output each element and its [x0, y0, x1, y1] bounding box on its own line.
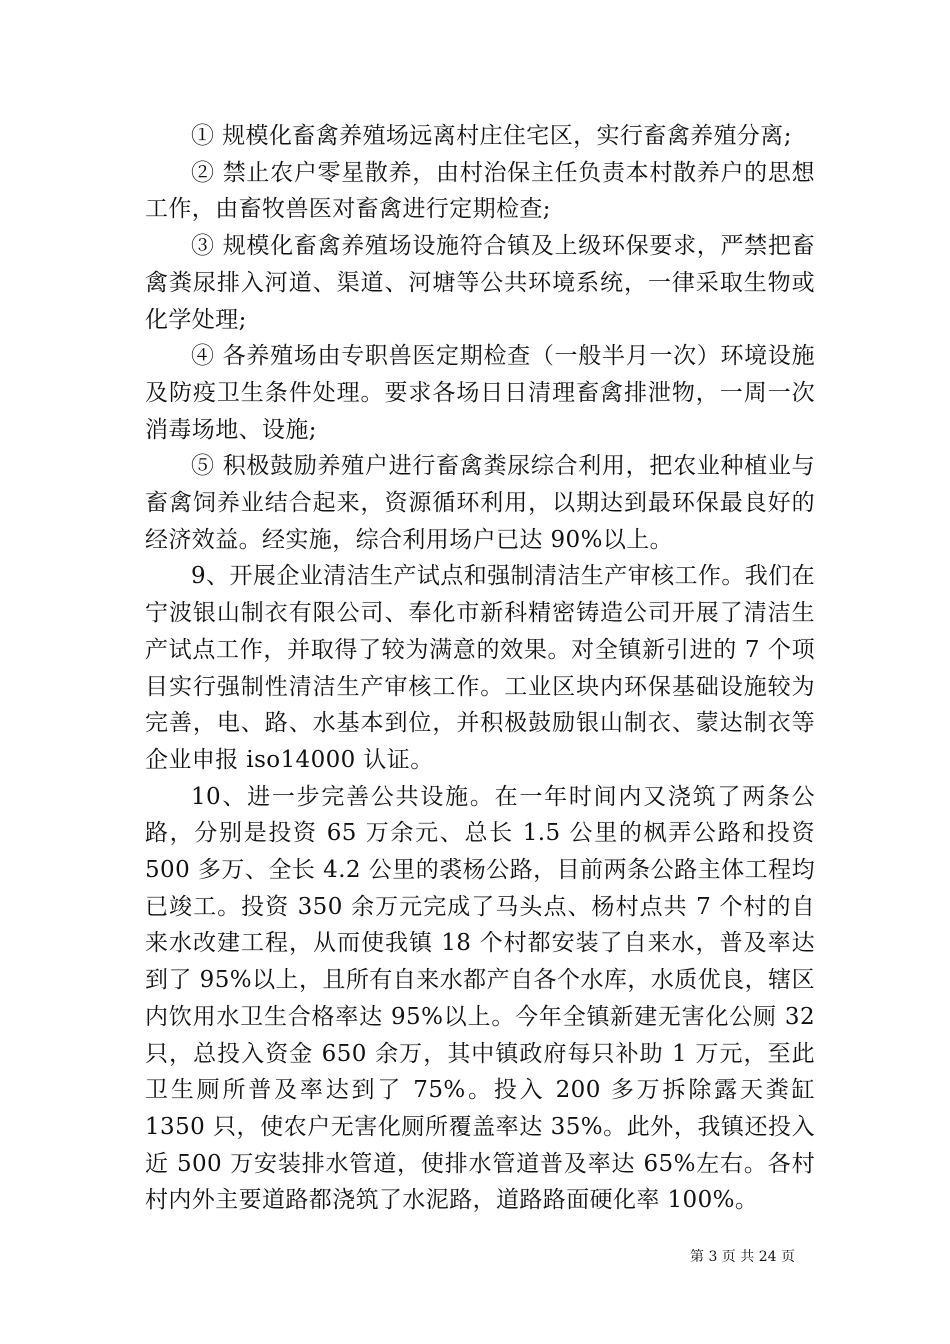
document-body [145, 118, 815, 1219]
paragraph-item-5: ⑤ 积极鼓励养殖户进行畜禽粪尿综合利用，把农业种植业与畜禽饲养业结合起来，资源循环利用，以期达到最环保最良好的经济效益。经实施，综合利用场户已达 90%以上。 [145, 453, 815, 553]
paragraph-item-1: ① 规模化畜禽养殖场远离村庄住宅区，实行畜禽养殖分离; [191, 123, 792, 149]
paragraph-section-9: 9、开展企业清洁生产试点和强制清洁生产审核工作。我们在宁波银山制衣有限公司、奉化市新科精密铸造公司开展了清洁生产试点工作，并取得了较为满意的效果。对全镇新引进的 7 个项目实行强制性清洁生产审核工作。工业区块内环保基础设施较为完善，电、路、水基本到位，并积极鼓励银山制衣、蒙达制衣等企业申报 iso14000 认证。 [145, 563, 815, 773]
paragraph-section-10: 10、进一步完善公共设施。在一年时间内又浇筑了两条公路，分别是投资 65 万余元、总长 1.5 公里的枫弄公路和投资 500 多万、全长 4.2 公里的裘杨公路，目前两条公路主体工程均已竣工。投资 350 余万元完成了马头点、杨村点共 7 个村的自来水改建工程，从而使我镇 18 个村都安装了自来水，普及率达到了 95%以上，且所有自来水都产自各个水库，水质优良，辖区内饮用水卫生合格率达 95%以上。今年全镇新建无害化公厕 32 只，总投入资金 650 余万，其中镇政府每只补助 1 万元，至此卫生厕所普及率达到了 75%。投入 200 多万拆除露天粪缸 1350 只，使农户无害化厕所覆盖率达 35%。此外，我镇还投入近 500 万安装排水管道，使排水管道普及率达 65%左右。各村村内外主要道路都浇筑了水泥路，道路路面硬化率 100%。 [145, 783, 815, 1214]
paragraph-item-3: ③ 规模化畜禽养殖场设施符合镇及上级环保要求，严禁把畜禽粪尿排入河道、渠道、河塘等公共环境系统，一律采取生物或化学处理; [145, 233, 815, 333]
page-number-footer: 第 3 页 共 24 页 [690, 1249, 795, 1265]
paragraph-item-2: ② 禁止农户零星散养，由村治保主任负责本村散养户的思想工作，由畜牧兽医对畜禽进行定期检查; [145, 159, 815, 223]
paragraph-item-4: ④ 各养殖场由专职兽医定期检查（一般半月一次）环境设施及防疫卫生条件处理。要求各场日日清理畜禽排泄物，一周一次消毒场地、设施; [145, 343, 815, 443]
